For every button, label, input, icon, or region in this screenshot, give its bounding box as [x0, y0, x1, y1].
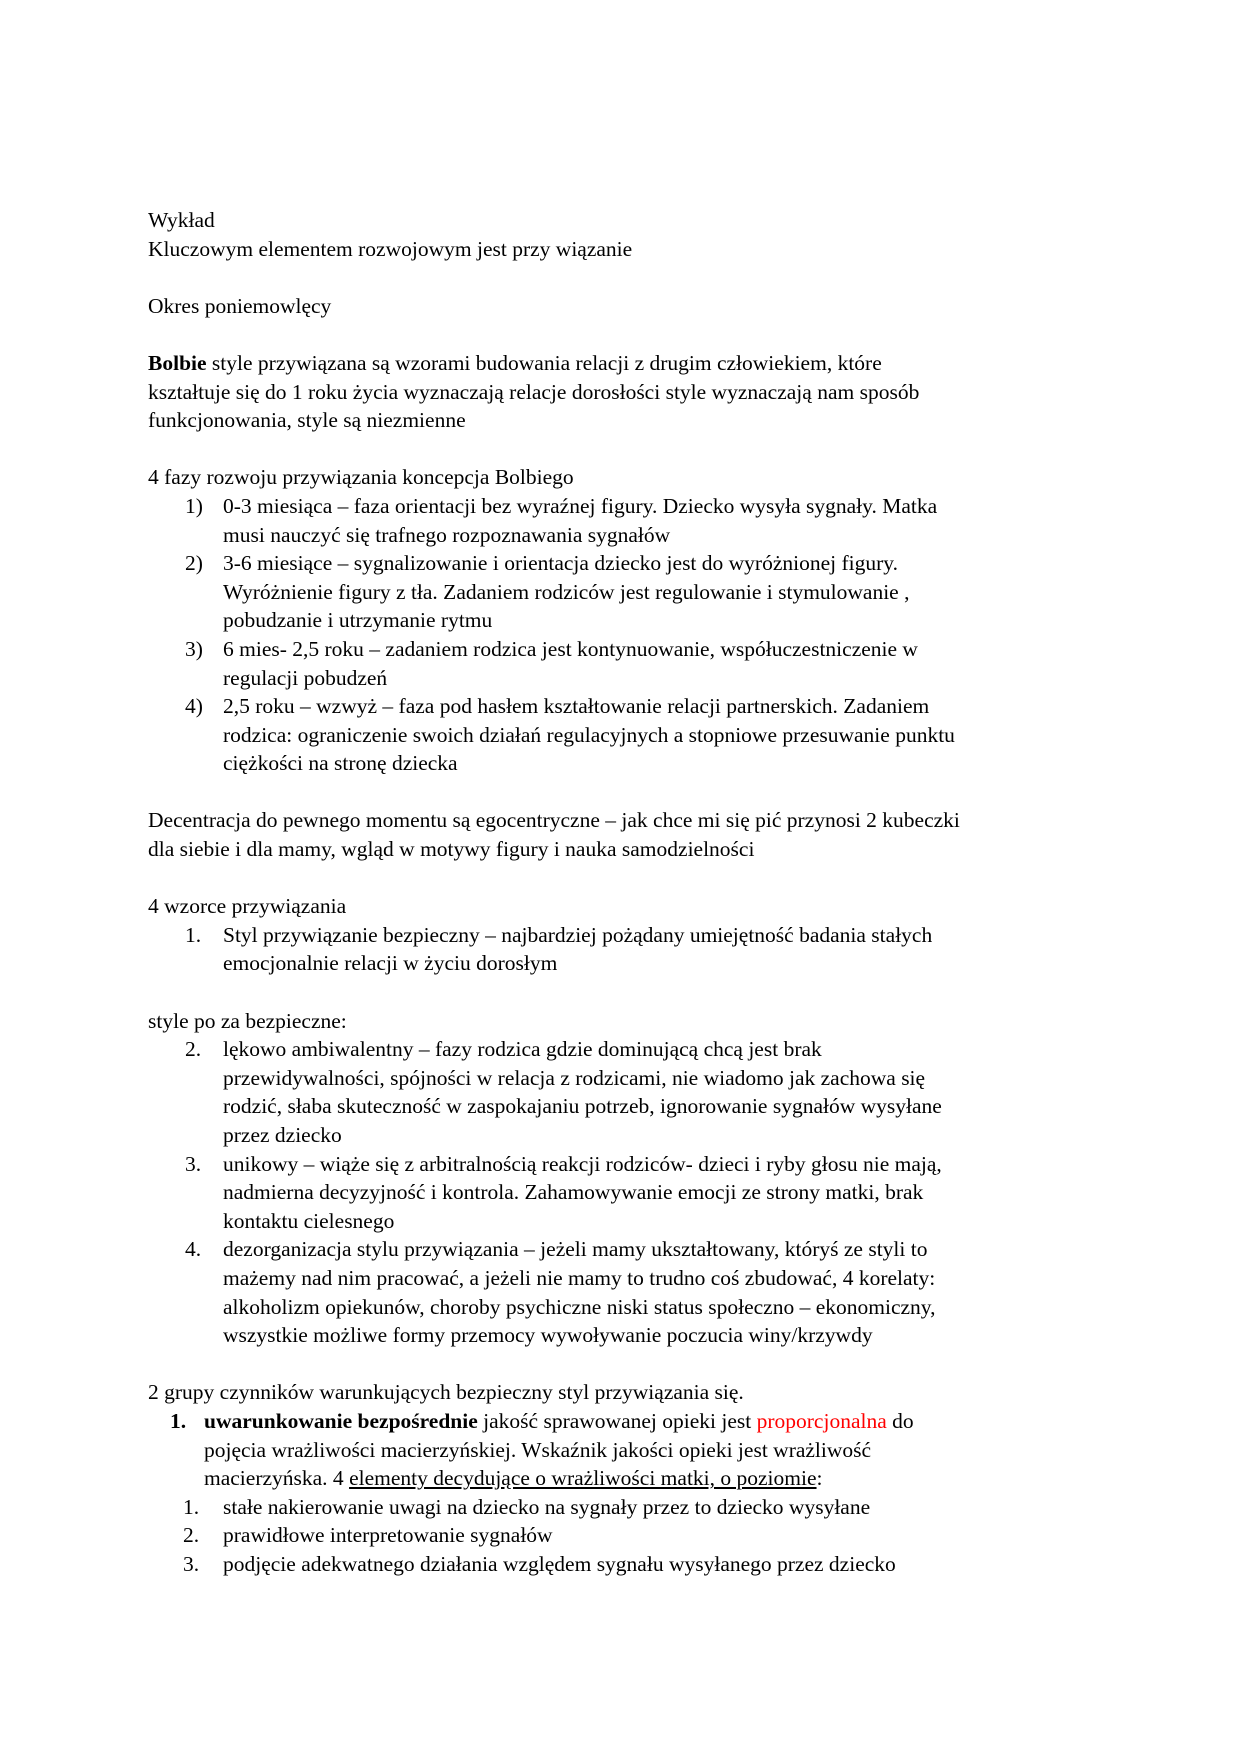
list-number: 2): [185, 551, 203, 576]
list-number: 1): [185, 493, 203, 518]
list-number: 3): [185, 636, 203, 661]
list-text: przewidywalności, spójności w relacja z rodzicami, nie wiadomo jak zachowa się: [223, 1065, 926, 1090]
document-title: Wykład: [148, 208, 215, 232]
factors-heading: 2 grupy czynników warunkujących bezpieczny styl przywiązania się.: [148, 1380, 744, 1405]
list-text: jakość sprawowanej opieki jest: [477, 1408, 757, 1433]
list-text: regulacji pobudzeń: [223, 665, 388, 690]
list-number: 1.: [183, 1494, 200, 1519]
list-text: przez dziecko: [223, 1123, 342, 1147]
paragraph-text: style przywiązana są wzorami budowania relacji z drugim człowiekiem, które: [206, 350, 882, 375]
list-text: 2,5 roku – wzwyż – faza pod hasłem kształtowanie relacji partnerskich. Zadaniem: [223, 694, 930, 719]
paragraph-text: funkcjonowania, style są niezmienne: [148, 408, 466, 433]
list-item: [148, 1550, 1108, 1579]
list-item: [148, 549, 1108, 635]
list-text: mażemy nad nim pracować, a jeżeli nie mamy to trudno coś zbudować, 4 korelaty:: [223, 1265, 936, 1290]
list-text: dezorganizacja stylu przywiązania – jeżeli mamy ukształtowany, któryś ze styli to: [223, 1237, 928, 1262]
list-text: do: [886, 1408, 914, 1433]
list-text: Styl przywiązanie bezpieczny – najbardziej pożądany umiejętność badania stałych: [223, 922, 933, 947]
list-item: [148, 1035, 1108, 1149]
list-text: rodzić, słaba skuteczność w zaspokajaniu potrzeb, ignorowanie sygnałów wysyłane: [223, 1094, 942, 1119]
list-text: Wyróżnienie figury z tła. Zadaniem rodziców jest regulowanie i stymulowanie ,: [223, 579, 910, 604]
list-item: [148, 921, 1108, 978]
list-text: stałe nakierowanie uwagi na dziecko na sygnały przez to dziecko wysyłane: [223, 1494, 871, 1519]
list-text: 3-6 miesiące – sygnalizowanie i orientacja dziecko jest do wyróżnionej figury.: [223, 551, 899, 576]
list-text: nadmierna decyzyjność i kontrola. Zahamowywanie emocji ze strony matki, brak: [223, 1180, 924, 1205]
list-number: 3.: [183, 1551, 200, 1576]
decentration-paragraph: [148, 806, 1108, 863]
list-text: podjęcie adekwatnego działania względem sygnału wysyłanego przez dziecko: [223, 1551, 896, 1576]
list-item: [148, 1493, 1108, 1522]
list-number: 1.: [185, 922, 202, 947]
patterns-heading: 4 wzorce przywiązania: [148, 894, 347, 919]
list-text: pojęcia wrażliwości macierzyńskiej. Wskaźnik jakości opieki jest wrażliwość: [204, 1437, 872, 1462]
list-text: kontaktu cielesnego: [223, 1208, 395, 1233]
period-heading: Okres poniemowlęcy: [148, 293, 332, 318]
list-item: [148, 1150, 1108, 1236]
document-page: [148, 206, 1108, 1579]
elements-list: [148, 1493, 1108, 1579]
list-text: emocjonalnie relacji w życiu dorosłym: [223, 951, 558, 976]
insecure-heading: style po za bezpieczne:: [148, 1008, 347, 1033]
bold-term: uwarunkowanie bezpośrednie: [204, 1408, 478, 1433]
paragraph-text: kształtuje się do 1 roku życia wyznaczają relacje dorosłości style wyznaczają nam sposób: [148, 379, 920, 404]
list-item: [148, 635, 1108, 692]
list-number: 4.: [185, 1237, 202, 1262]
list-text: alkoholizm opiekunów, choroby psychiczne niski status społeczno – ekonomiczny,: [223, 1294, 936, 1319]
list-text: rodzica: ograniczenie swoich działań regulacyjnych a stopniowe przesuwanie punktu: [223, 722, 955, 747]
bolbie-bold-word: Bolbie: [148, 350, 207, 375]
insecure-list: [148, 1035, 1108, 1350]
list-text: 6 mies- 2,5 roku – zadaniem rodzica jest kontynuowanie, współuczestniczenie w: [223, 636, 918, 661]
intro-line: Kluczowym elementem rozwojowym jest przy wiązanie: [148, 236, 633, 261]
list-item: [148, 1521, 1108, 1550]
underlined-text: elementy decydujące o wrażliwości matki, o poziomie: [349, 1466, 817, 1491]
list-text: macierzyńska. 4: [204, 1466, 350, 1491]
list-number: 3.: [185, 1151, 202, 1176]
list-text: lękowo ambiwalentny – fazy rodzica gdzie dominującą chcą jest brak: [223, 1037, 822, 1062]
list-item: [148, 692, 1108, 778]
list-text: unikowy – wiąże się z arbitralnością reakcji rodziców- dzieci i ryby głosu nie mają,: [223, 1151, 942, 1176]
phases-list: [148, 492, 1108, 778]
list-number: 2.: [183, 1523, 200, 1548]
list-text: ciężkości na stronę dziecka: [223, 751, 458, 776]
list-text: musi nauczyć się trafnego rozpoznawania sygnałów: [223, 522, 671, 547]
list-text: wszystkie możliwe formy przemocy wywoływanie poczucia winy/krzywdy: [223, 1323, 873, 1348]
list-text: 0-3 miesiąca – faza orientacji bez wyraźnej figury. Dziecko wysyła sygnały. Matka: [223, 493, 938, 518]
paragraph-text: Decentracja do pewnego momentu są egocentryczne – jak chce mi się pić przynosi 2 kubeczki: [148, 808, 960, 833]
list-text: :: [816, 1466, 823, 1491]
paragraph-text: dla siebie i dla mamy, wgląd w motywy figury i nauka samodzielności: [148, 837, 755, 862]
list-item: [148, 1235, 1108, 1349]
list-number: 4): [185, 694, 203, 719]
list-text: prawidłowe interpretowanie sygnałów: [223, 1523, 553, 1548]
red-highlight: proporcjonalna: [756, 1408, 887, 1433]
list-item: [148, 492, 1108, 549]
list-number: 2.: [185, 1037, 202, 1062]
list-text: pobudzanie i utrzymanie rytmu: [223, 608, 493, 633]
phases-heading: 4 fazy rozwoju przywiązania koncepcja Bolbiego: [148, 465, 574, 490]
list-number: 1.: [170, 1408, 187, 1433]
list-item: [148, 1407, 1108, 1493]
bolbie-paragraph: [148, 349, 1108, 435]
